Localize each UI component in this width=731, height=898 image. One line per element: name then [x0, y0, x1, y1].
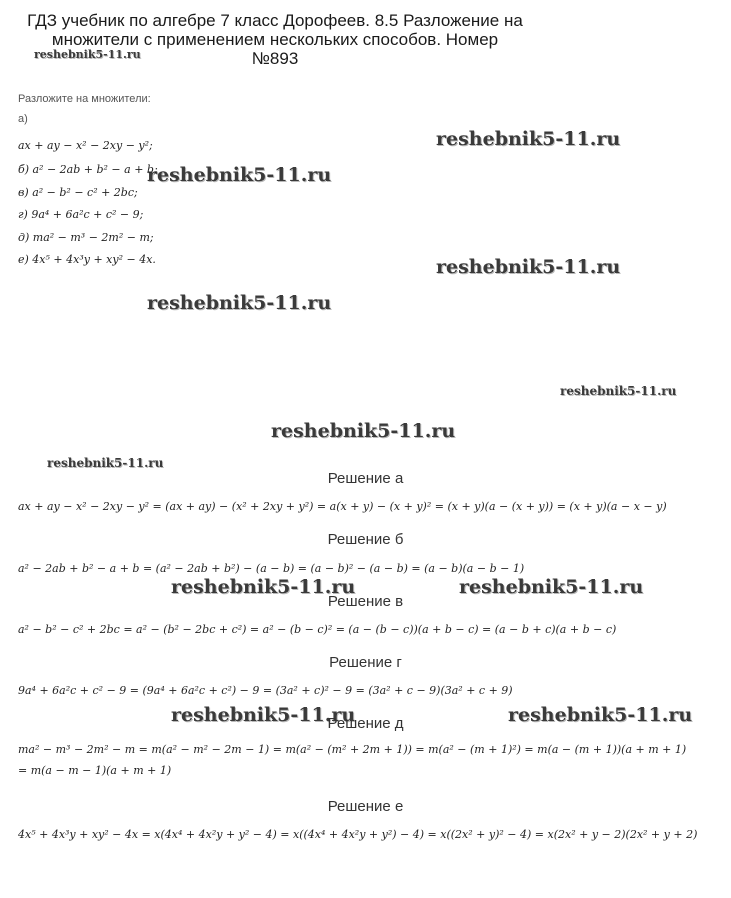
watermark: reshebnik5-11.ru	[34, 48, 141, 61]
watermark: reshebnik5-11.ru	[147, 292, 332, 314]
solution-line: = m(a − m − 1)(a + m + 1)	[18, 764, 172, 777]
solution-heading-b: Решение б	[327, 531, 404, 548]
solution-heading-e: Решение е	[327, 798, 404, 815]
watermark: reshebnik5-11.ru	[47, 456, 164, 470]
solution-heading-g: Решение г	[329, 654, 402, 671]
task-label-a: а)	[18, 113, 28, 125]
title-line-1: ГДЗ учебник по алгебре 7 класс Дорофеев. 8.5 Разложение на	[27, 11, 523, 30]
watermark: reshebnik5-11.ru	[271, 420, 456, 442]
watermark: reshebnik5-11.ru	[436, 128, 621, 150]
task-item: д) ma² − m³ − 2m² − m;	[18, 231, 154, 244]
task-item: г) 9a⁴ + 6a²c + c² − 9;	[18, 208, 144, 221]
task-intro: Разложите на множители:	[18, 93, 151, 105]
watermark: reshebnik5-11.ru	[560, 384, 677, 398]
solution-line: a² − 2ab + b² − a + b = (a² − 2ab + b²) − (a − b) = (a − b)² − (a − b) = (a − b)(a − b − 1)	[18, 562, 525, 575]
solution-heading-v: Решение в	[327, 593, 404, 610]
watermark: reshebnik5-11.ru	[171, 576, 356, 598]
watermark: reshebnik5-11.ru	[171, 704, 356, 726]
solution-line: ax + ay − x² − 2xy − y² = (ax + ay) − (x² + 2xy + y²) = a(x + y) − (x + y)² = (x + y)(a − (x + y)) = (x + y)(a − x − y)	[18, 500, 667, 513]
task-item: ax + ay − x² − 2xy − y²;	[18, 139, 153, 152]
task-item: б) a² − 2ab + b² − a + b;	[18, 163, 158, 176]
watermark: reshebnik5-11.ru	[459, 576, 644, 598]
solution-heading-d: Решение д	[327, 715, 404, 732]
solution-line: ma² − m³ − 2m² − m = m(a² − m² − 2m − 1) = m(a² − (m² + 2m + 1)) = m(a² − (m + 1)²) = m(a − (m + 1))(a + m + 1)	[18, 743, 687, 756]
watermark: reshebnik5-11.ru	[508, 704, 693, 726]
solution-heading-a: Решение а	[327, 470, 404, 487]
watermark: reshebnik5-11.ru	[436, 256, 621, 278]
title-line-2: множители с применением нескольких способов. Номер	[51, 30, 499, 49]
solution-line: 4x⁵ + 4x³y + xy² − 4x = x(4x⁴ + 4x²y + y² − 4) = x((4x⁴ + 4x²y + y²) − 4) = x((2x² + y)² − 4) = x(2x² + y − 2)(2x² + y + 2)	[18, 828, 698, 841]
title-line-3: №893	[251, 49, 299, 68]
watermark: reshebnik5-11.ru	[147, 164, 332, 186]
task-item: е) 4x⁵ + 4x³y + xy² − 4x.	[18, 253, 156, 266]
solution-line: 9a⁴ + 6a²c + c² − 9 = (9a⁴ + 6a²c + c²) − 9 = (3a² + c)² − 9 = (3a² + c − 9)(3a² + c + 9)	[18, 684, 513, 697]
task-item: в) a² − b² − c² + 2bc;	[18, 186, 138, 199]
solution-line: a² − b² − c² + 2bc = a² − (b² − 2bc + c²) = a² − (b − c)² = (a − (b − c))(a + b − c) = (a − b + c)(a + b − c)	[18, 623, 617, 636]
